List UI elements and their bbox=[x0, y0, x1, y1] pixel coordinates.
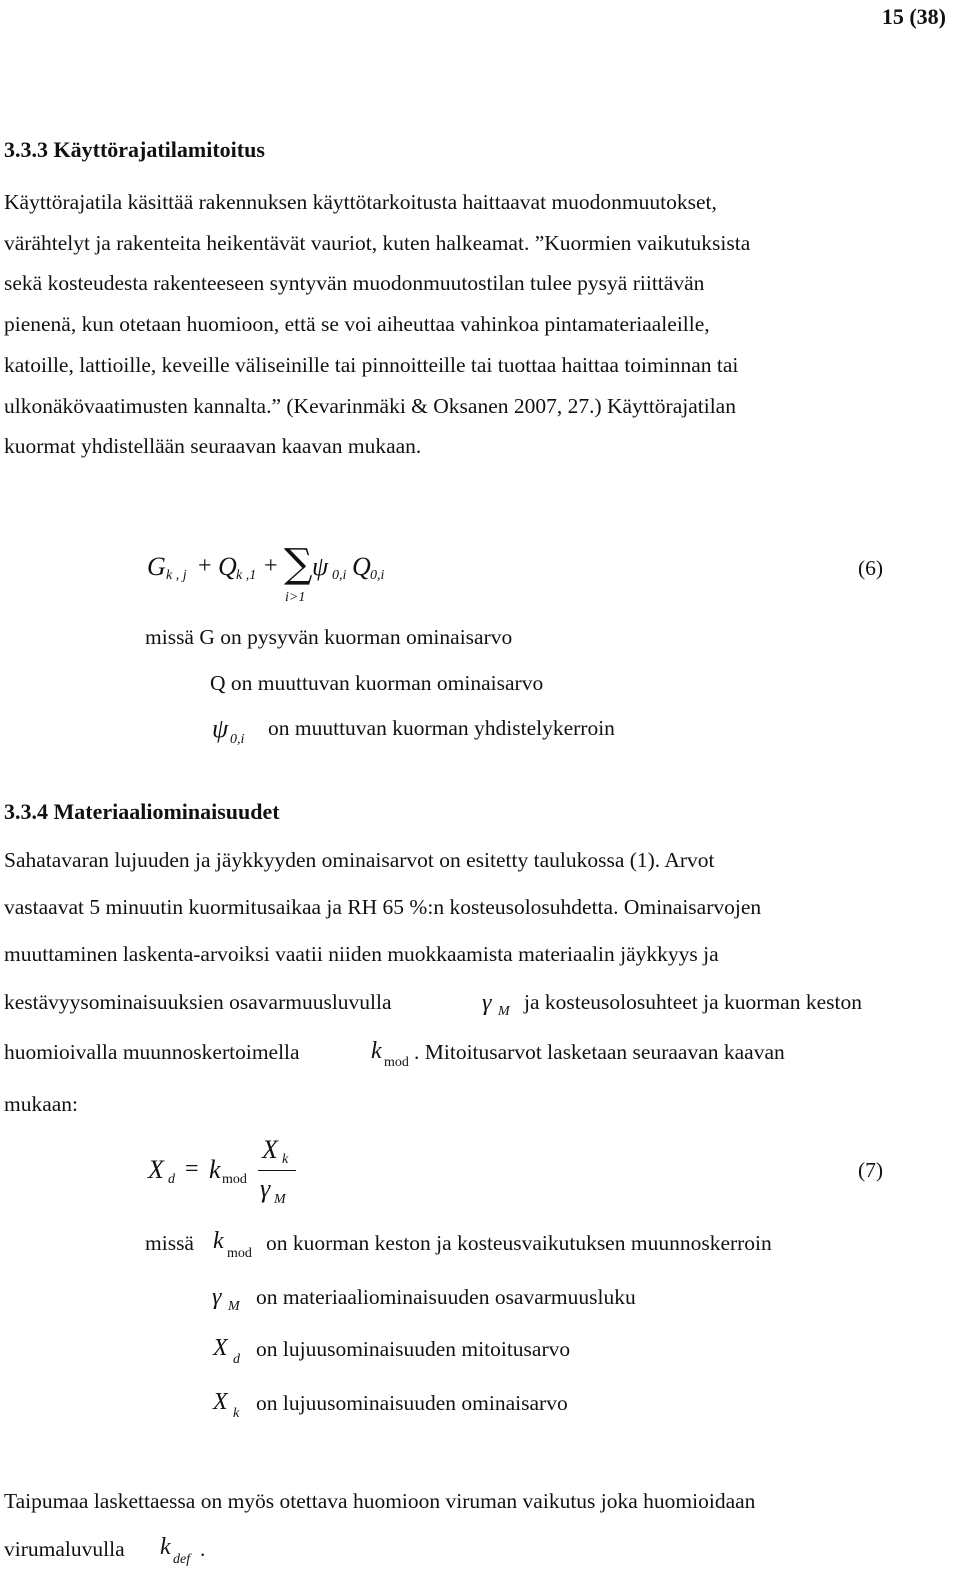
formula-subscript: 0,i bbox=[370, 568, 385, 583]
definition-line: on lujuusominaisuuden mitoitusarvo bbox=[256, 1337, 571, 1361]
formula-symbol: X bbox=[213, 1389, 228, 1415]
paragraph-line: Käyttörajatila käsittää rakennuksen käyttötarkoitusta haittaavat muodonmuutokset, bbox=[4, 190, 717, 214]
paragraph-line: Sahatavaran lujuuden ja jäykkyyden ominaisarvot on esitetty taulukossa (1). Arvot bbox=[4, 848, 715, 872]
definition-missa: missä bbox=[145, 1231, 194, 1255]
paragraph-line: Taipumaa laskettaessa on myös otettava huomioon viruman vaikutus joka huomioidaan bbox=[4, 1489, 756, 1513]
paragraph-line: katoille, lattioille, keveille väliseinille tai pinnoitteille tai tuottaa haittaa toiminnan tai bbox=[4, 352, 739, 377]
formula-operator: + bbox=[264, 553, 278, 579]
formula-subscript: k ,1 bbox=[236, 568, 257, 583]
paragraph-line: kestävyysominaisuuksien osavarmuusluvulla bbox=[4, 990, 392, 1014]
paragraph-line: kuormat yhdistellään seuraavan kaavan mukaan. bbox=[4, 434, 422, 459]
fraction-denominator: γ bbox=[260, 1174, 271, 1203]
fraction-bar bbox=[258, 1170, 296, 1171]
formula-symbol: k bbox=[160, 1534, 171, 1560]
formula-symbol: X bbox=[213, 1335, 228, 1361]
formula-symbol: k bbox=[209, 1155, 221, 1184]
section-333-paragraph bbox=[4, 182, 934, 467]
formula-subscript: M bbox=[228, 1299, 240, 1314]
formula-subscript: 0,i bbox=[230, 732, 245, 747]
equation-number: (6) bbox=[858, 556, 884, 580]
sum-symbol: ∑ bbox=[284, 541, 313, 587]
formula-symbol: Q bbox=[352, 552, 371, 581]
paragraph-line: pienenä, kun otetaan huomioon, että se voi aiheuttaa vahinkoa pintamateriaaleille, bbox=[4, 312, 710, 337]
formula-operator: + bbox=[198, 553, 212, 579]
formula-symbol: γ bbox=[482, 990, 492, 1016]
paragraph-line: mukaan: bbox=[4, 1092, 79, 1116]
paragraph-line: huomioivalla muunnoskertoimella bbox=[4, 1040, 300, 1064]
formula-symbol: ψ bbox=[312, 552, 329, 581]
definition-line: Q on muuttuvan kuorman ominaisarvo bbox=[210, 671, 544, 695]
formula-subscript: M bbox=[498, 1004, 510, 1019]
paragraph-line: virumaluvulla bbox=[4, 1537, 125, 1561]
formula-subscript: k bbox=[233, 1406, 240, 1421]
formula-subscript: k bbox=[282, 1152, 289, 1167]
paragraph-line: sekä kosteudesta rakenteeseen syntyvän muodonmuutostilan tulee pysyä riittävän bbox=[4, 271, 705, 296]
definition-line: on lujuusominaisuuden ominaisarvo bbox=[256, 1391, 568, 1415]
formula-subscript: d bbox=[233, 1352, 240, 1367]
equation-number: (7) bbox=[858, 1158, 884, 1182]
paragraph-line: . Mitoitusarvot lasketaan seuraavan kaavan bbox=[414, 1040, 785, 1064]
formula-symbol: G bbox=[147, 552, 166, 581]
page-number: 15 (38) bbox=[881, 4, 946, 29]
formula-symbol: k bbox=[213, 1228, 224, 1254]
definition-line: on kuorman keston ja kosteusvaikutuksen muunnoskerroin bbox=[266, 1231, 772, 1255]
paragraph-line: ja kosteusolosuhteet ja kuorman keston bbox=[524, 990, 862, 1014]
formula-subscript: def bbox=[173, 1552, 191, 1567]
formula-symbol: k bbox=[371, 1038, 382, 1064]
paragraph-line: muuttaminen laskenta-arvoiksi vaatii niiden muokkaamista materiaalin jäykkyys ja bbox=[4, 942, 719, 966]
paragraph-line: ulkonäkövaatimusten kannalta.” (Kevarinmäki & Oksanen 2007, 27.) Käyttörajatilan bbox=[4, 393, 736, 418]
formula-symbol: Q bbox=[218, 552, 237, 581]
formula-subscript: k , j bbox=[166, 568, 187, 583]
sum-index: i>1 bbox=[285, 590, 306, 605]
final-period: . bbox=[200, 1537, 206, 1561]
definition-line: missä G on pysyvän kuorman ominaisarvo bbox=[145, 625, 513, 649]
section-heading-333: 3.3.3 Käyttörajatilamitoitus bbox=[4, 137, 265, 162]
fraction-numerator: X bbox=[262, 1135, 278, 1164]
formula-subscript: d bbox=[168, 1172, 175, 1187]
section-heading-334: 3.3.4 Materiaaliominaisuudet bbox=[4, 799, 280, 824]
formula-subscript: mod bbox=[227, 1246, 252, 1261]
formula-symbol: γ bbox=[212, 1284, 222, 1310]
formula-subscript: mod bbox=[384, 1055, 409, 1070]
paragraph-line: vastaavat 5 minuutin kuormitusaikaa ja RH 65 %:n kosteusolosuhdetta. Ominaisarvojen bbox=[4, 895, 762, 919]
formula-operator: = bbox=[185, 1156, 199, 1182]
formula-subscript: 0,i bbox=[332, 568, 347, 583]
formula-subscript: mod bbox=[222, 1172, 247, 1187]
formula-symbol: ψ bbox=[212, 714, 229, 743]
definition-line: on muuttuvan kuorman yhdistelykerroin bbox=[268, 716, 615, 740]
paragraph-line: värähtelyt ja rakenteita heikentävät vauriot, kuten halkeamat. ”Kuormien vaikutuksista bbox=[4, 230, 751, 255]
formula-subscript: M bbox=[274, 1192, 286, 1207]
formula-symbol: X bbox=[148, 1155, 164, 1184]
definition-line: on materiaaliominaisuuden osavarmuusluku bbox=[256, 1285, 636, 1309]
